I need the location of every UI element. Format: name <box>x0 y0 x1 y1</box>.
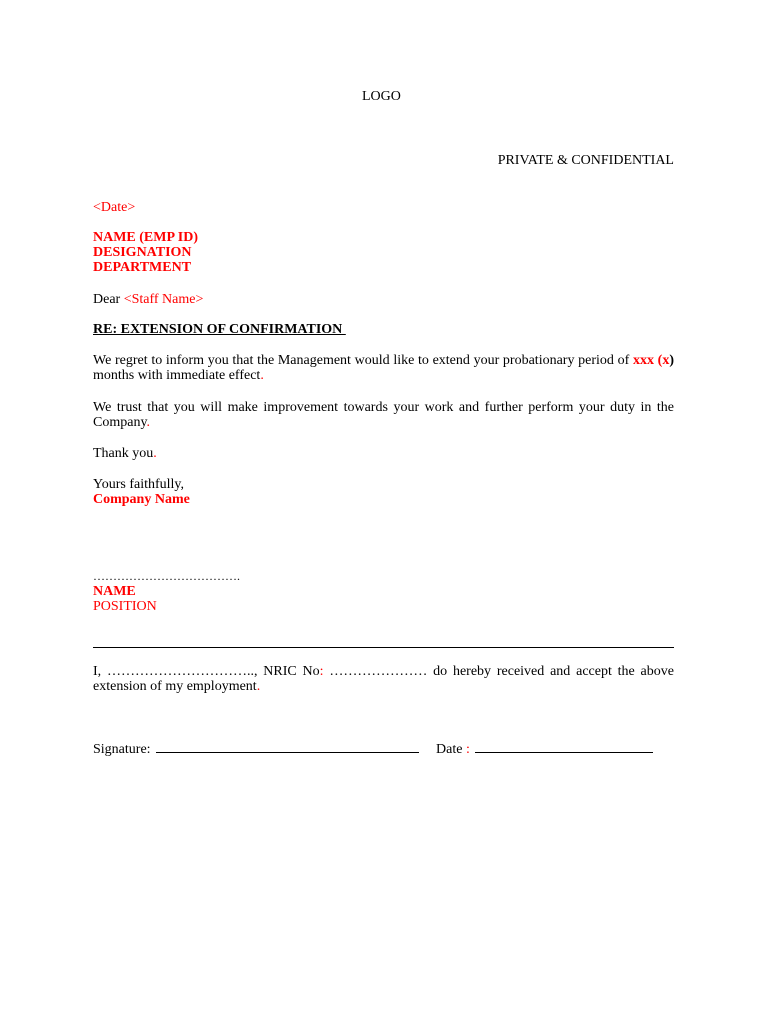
date-line <box>475 740 653 753</box>
section-divider <box>93 647 674 648</box>
thanks-line <box>93 446 157 461</box>
paragraph-2 <box>93 400 674 430</box>
acknowledgement-text-b: ………………… do hereby received and accept the above extension of my employment <box>93 664 674 694</box>
signature-dots: ………………………………. <box>93 569 240 583</box>
signatory-position: POSITION <box>93 599 157 614</box>
recipient-designation: DESIGNATION <box>93 245 192 260</box>
paragraph-1-tail: months with immediate effect <box>93 368 261 383</box>
company-name: Company Name <box>93 492 190 507</box>
subject-line: RE: EXTENSION OF CONFIRMATION <box>93 322 346 337</box>
greeting-prefix: Dear <box>93 292 124 307</box>
logo-placeholder: LOGO <box>362 89 401 104</box>
confidential-label: PRIVATE & CONFIDENTIAL <box>497 153 674 168</box>
probation-duration: xxx (x <box>632 353 670 368</box>
paragraph-2-period: . <box>146 415 151 430</box>
thanks-text: Thank you <box>93 446 154 461</box>
acknowledgement-period: . <box>256 679 261 694</box>
acknowledgement-text-a: I, ………………………….., NRIC No <box>93 664 320 679</box>
closing-line: Yours faithfully, <box>93 477 185 492</box>
paragraph-2-text: We trust that you will make improvement towards your work and further perform your duty in the Company <box>93 400 674 430</box>
probation-duration-close: ) <box>669 353 674 368</box>
acknowledgement-paragraph <box>93 664 674 694</box>
greeting <box>93 292 203 307</box>
signature-label: Signature: <box>93 742 151 757</box>
acknowledgement-colon: : <box>319 664 324 679</box>
signature-line <box>156 740 419 753</box>
paragraph-1 <box>93 353 674 383</box>
thanks-period: . <box>153 446 157 461</box>
staff-name-placeholder: <Staff Name> <box>123 292 204 307</box>
date-placeholder: <Date> <box>93 200 136 215</box>
date-label-colon: : <box>462 742 470 757</box>
date-label: Date <box>436 742 463 757</box>
paragraph-1-text: We regret to inform you that the Management would like to extend your probationary period of <box>93 353 633 368</box>
paragraph-1-period: . <box>260 368 264 383</box>
signature-row <box>93 740 653 757</box>
recipient-department: DEPARTMENT <box>93 260 192 275</box>
signatory-name: NAME <box>93 584 136 599</box>
recipient-name: NAME (EMP ID) <box>93 230 198 245</box>
